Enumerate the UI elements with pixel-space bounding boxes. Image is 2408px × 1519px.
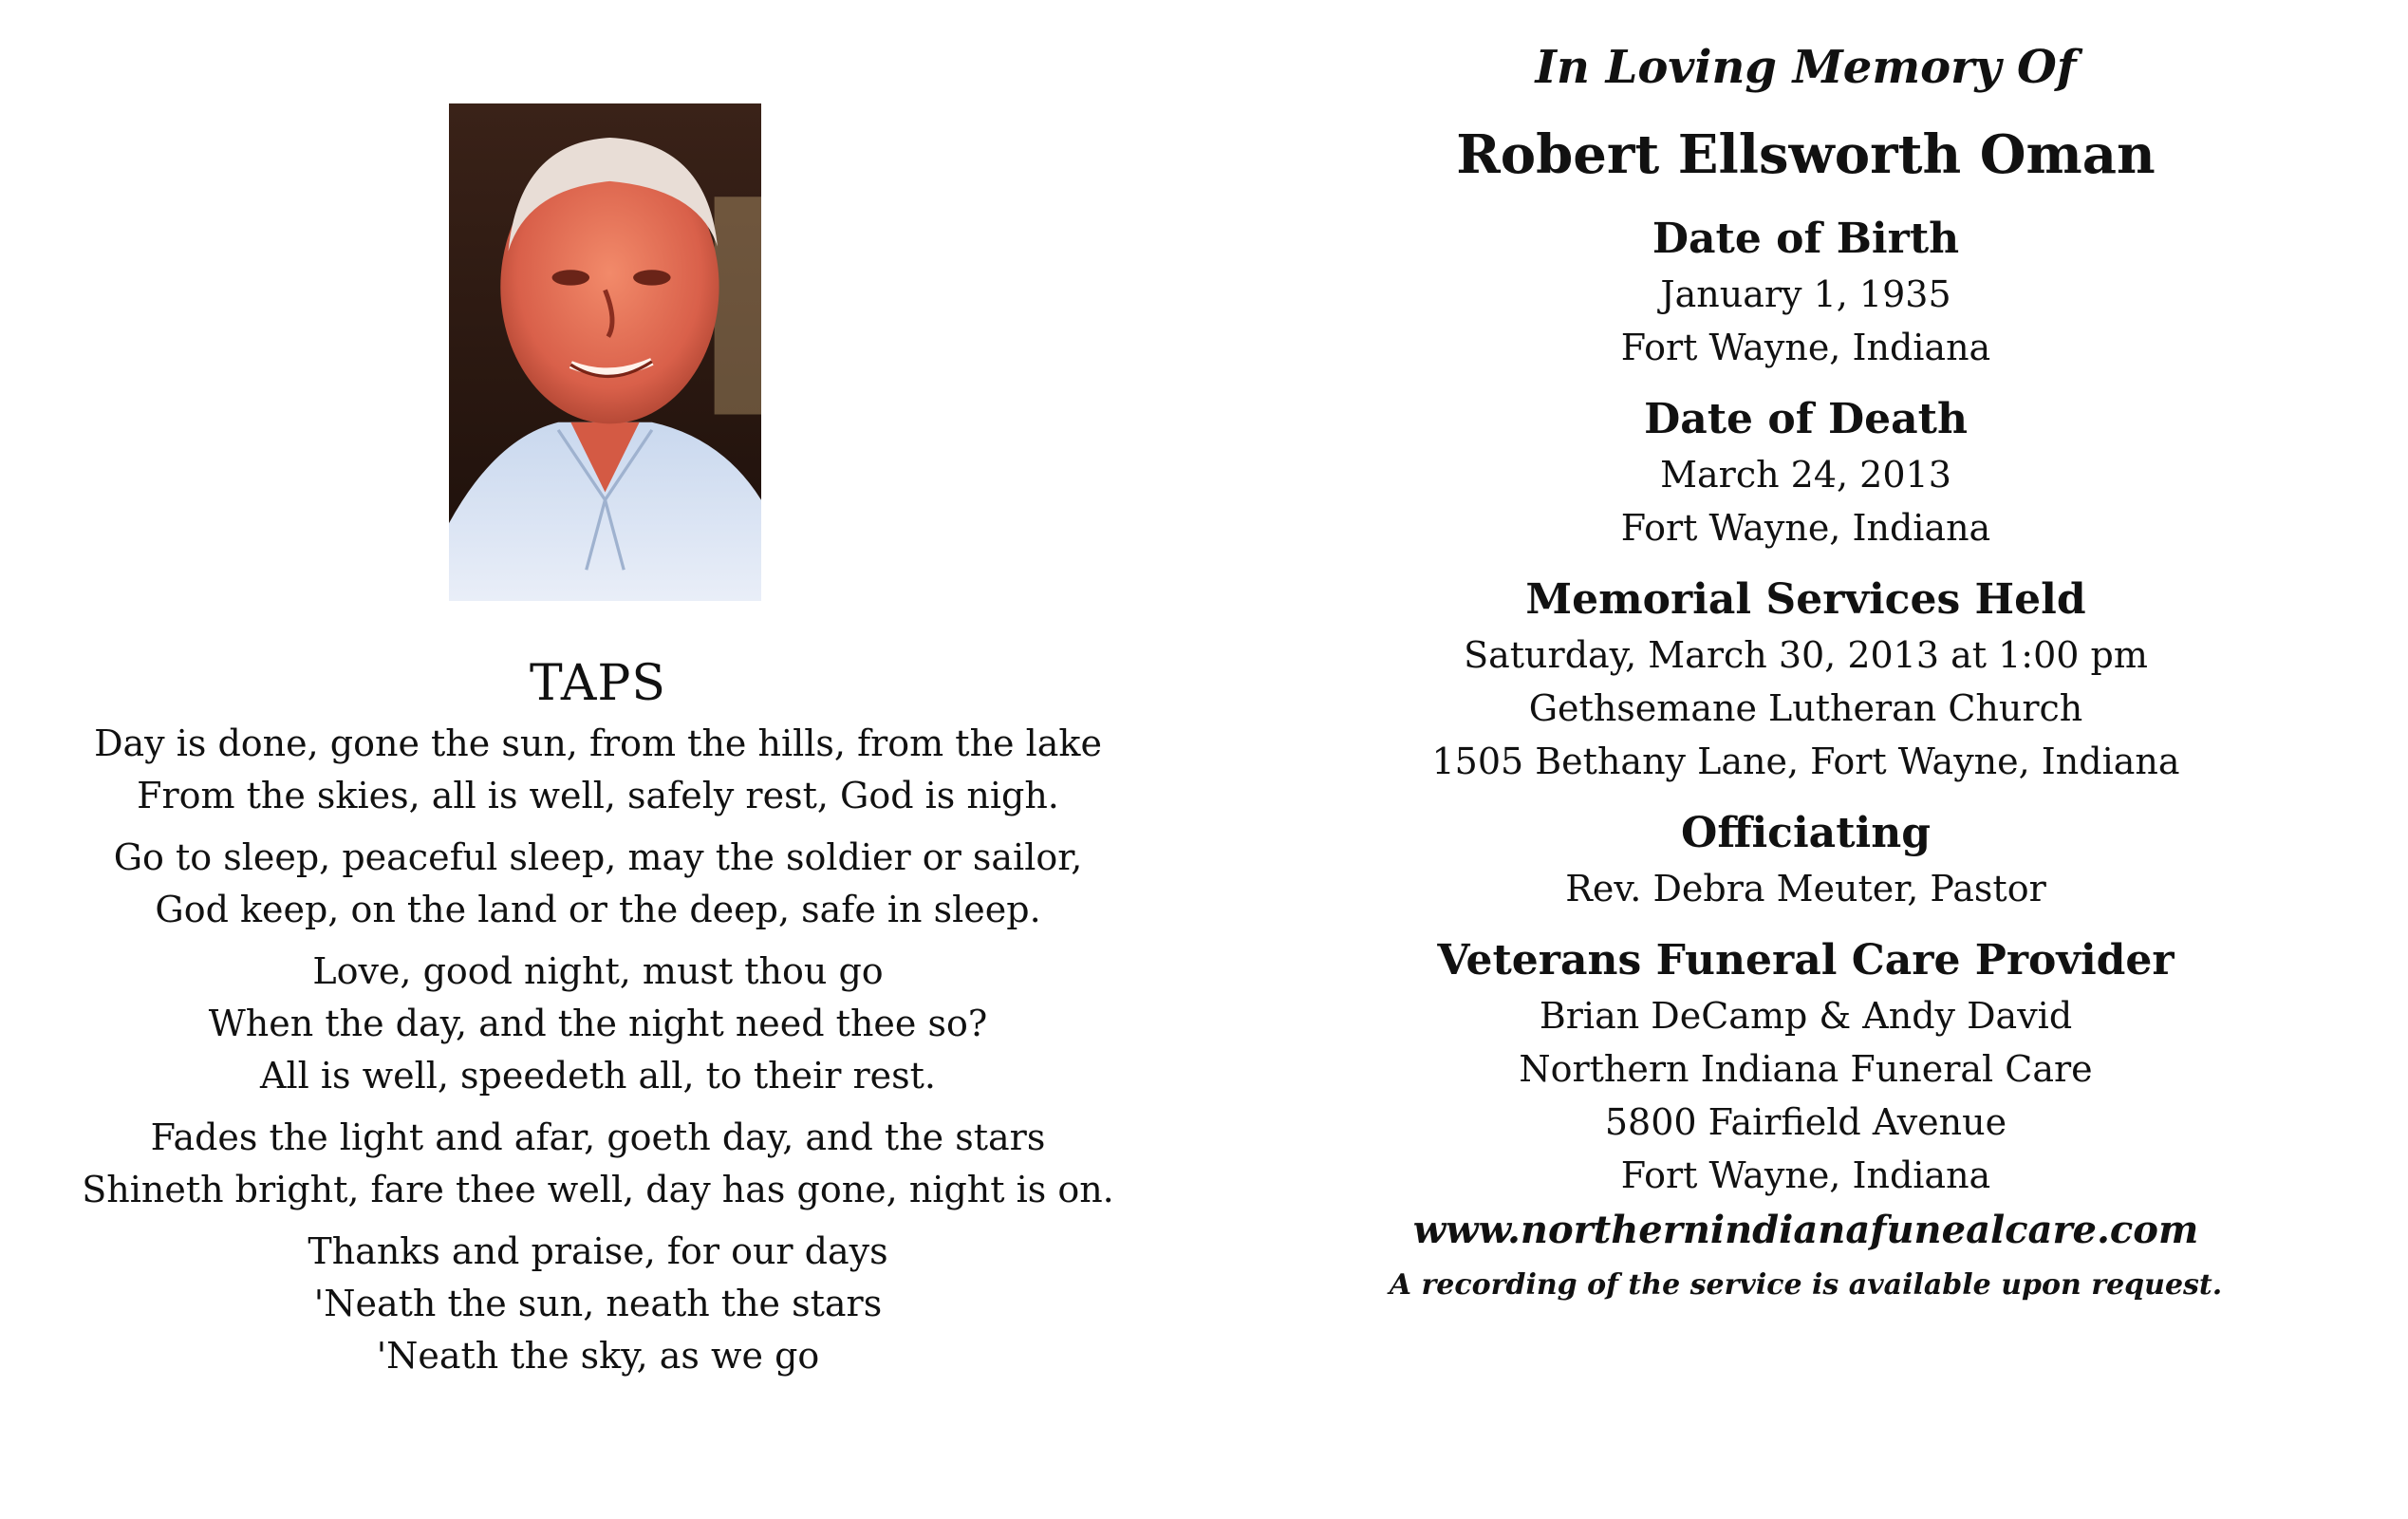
death-place: Fort Wayne, Indiana: [1620, 507, 1991, 549]
stanza-2: [38, 832, 1158, 936]
services-datetime: Saturday, March 30, 2013 at 1:00 pm: [1464, 634, 2148, 676]
birth-place: Fort Wayne, Indiana: [1620, 327, 1991, 368]
taps-poem: [38, 653, 1158, 1392]
birth-date: January 1, 1935: [1660, 273, 1951, 315]
provider-names: Brian DeCamp & Andy David: [1539, 995, 2073, 1037]
poem-line: Shineth bright, fare thee well, day has gone, night is on.: [82, 1169, 1114, 1210]
stanza-4: [38, 1112, 1158, 1216]
poem-line: From the skies, all is well, safely rest, God is nigh.: [137, 775, 1059, 816]
provider-website: www.northernindianafunealcare.com: [1412, 1208, 2199, 1252]
provider-company: Northern Indiana Funeral Care: [1519, 1048, 2093, 1090]
poem-line: Go to sleep, peaceful sleep, may the soldier or sailor,: [113, 836, 1083, 878]
recording-note: A recording of the service is available upon request.: [1389, 1268, 2223, 1302]
provider-city: Fort Wayne, Indiana: [1620, 1154, 1991, 1196]
stanza-1: [38, 718, 1158, 822]
birth-heading: Date of Birth: [1652, 215, 1960, 263]
in-memory-heading: In Loving Memory Of: [1535, 41, 2077, 94]
poem-line: 'Neath the sun, neath the stars: [313, 1283, 883, 1324]
stanza-3: [38, 946, 1158, 1102]
right-panel: [1204, 0, 2408, 1519]
officiant-name: Rev. Debra Meuter, Pastor: [1565, 868, 2046, 910]
poem-line: Love, good night, must thou go: [312, 950, 884, 992]
death-heading: Date of Death: [1644, 395, 1968, 443]
poem-line: Day is done, gone the sun, from the hills, from the lake: [94, 722, 1102, 764]
services-heading: Memorial Services Held: [1525, 575, 2086, 624]
memorial-details: [1204, 34, 2408, 1329]
poem-line: When the day, and the night need thee so?: [208, 1003, 988, 1044]
services-church: Gethsemane Lutheran Church: [1528, 687, 2083, 729]
portrait-photo: [449, 103, 761, 601]
poem-line: Fades the light and afar, goeth day, and the stars: [150, 1116, 1046, 1158]
officiating-heading: Officiating: [1681, 809, 1931, 857]
poem-line: 'Neath the sky, as we go: [376, 1335, 820, 1377]
officiating-section: [1204, 805, 2408, 915]
provider-street: 5800 Fairfield Avenue: [1604, 1101, 2007, 1143]
poem-line: All is well, speedeth all, to their rest.: [260, 1055, 936, 1097]
provider-heading: Veterans Funeral Care Provider: [1437, 936, 2175, 985]
death-date: March 24, 2013: [1660, 454, 1951, 496]
provider-section: [1204, 932, 2408, 1312]
poem-line: Thanks and praise, for our days: [308, 1230, 888, 1272]
services-address: 1505 Bethany Lane, Fort Wayne, Indiana: [1431, 741, 2180, 782]
poem-line: God keep, on the land or the deep, safe in sleep.: [155, 889, 1041, 930]
stanza-5: [38, 1226, 1158, 1382]
portrait-photo-icon: [449, 103, 761, 601]
services-section: [1204, 572, 2408, 788]
birth-section: [1204, 211, 2408, 374]
taps-title: TAPS: [529, 655, 666, 712]
deceased-name: Robert Ellsworth Oman: [1456, 123, 2156, 186]
death-section: [1204, 391, 2408, 554]
